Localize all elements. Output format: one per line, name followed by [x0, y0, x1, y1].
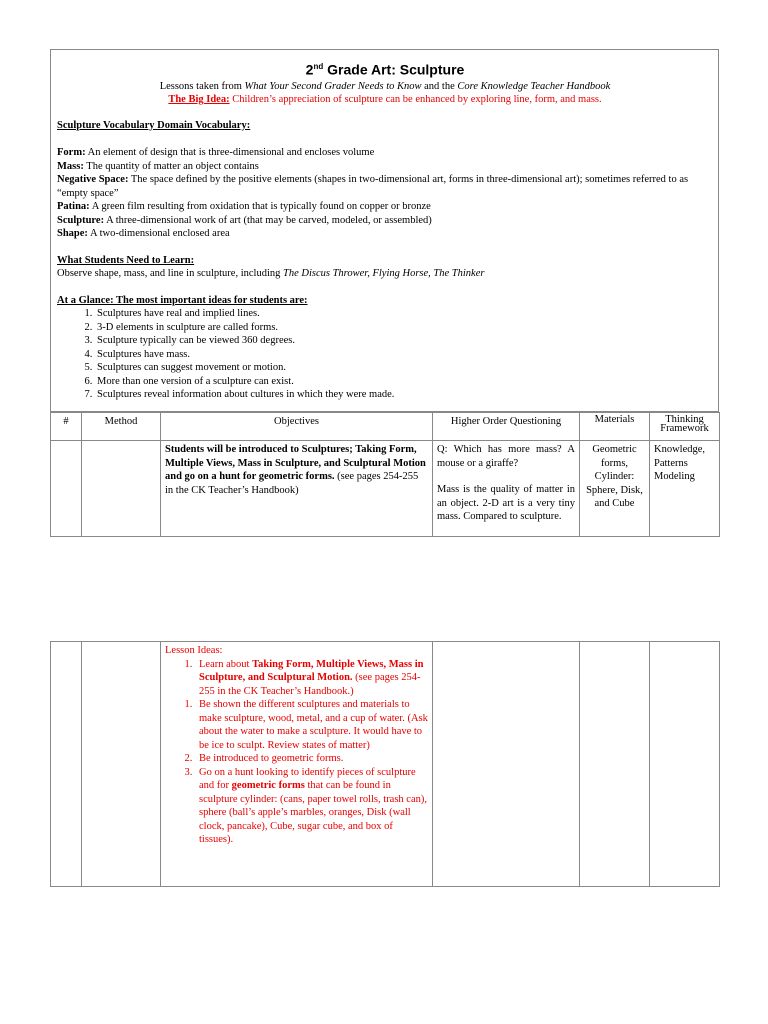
glance-list [57, 307, 713, 402]
list-item: 6. More than one version of a sculpture can exist. [95, 375, 713, 389]
list-item: 1. Sculptures have real and implied lines. [95, 307, 713, 321]
page-title: 2nd Grade Art: Sculpture [305, 61, 465, 78]
row-objective-cell: Students will be introduced to Sculptures; Taking Form, Multiple Views, Mass in Sculpture, and Sculptural Motion and go on a hunt for geometric forms. (see pages 254-255 in the CK Teacher’s Handbook) [161, 441, 433, 537]
col-header-questioning: Higher Order Questioning [433, 413, 580, 441]
list-item: 1. Be shown the different sculptures and materials to make sculpture, wood, metal, and a cup of water. (Ask about the water to make a sculpture. It would have to be ice to sculpt. Review states of matter) [195, 698, 428, 752]
list-item: 2. 3-D elements in sculpture are called forms. [95, 321, 713, 335]
list-item: 5. Sculptures can suggest movement or motion. [95, 361, 713, 375]
vocab-term: Sculpture: A three-dimensional work of art (that may be carved, modeled, or assembled) [57, 214, 432, 226]
list-item: 3. Go on a hunt looking to identify pieces of sculpture and for geometric forms that can be found in sculpture cylinder: (cans, paper towel rolls, trash can), sphere (ball’s apple’s marbles, oranges, Disk (wall clock, pancake), Cube, sugar cube, and box of tissues). [195, 766, 428, 847]
need-to-learn-text: Observe shape, mass, and line in sculpture, including The Discus Thrower, Flying Horse, The Thinker [57, 268, 485, 280]
vocab-term: Form: An element of design that is three-dimensional and encloses volume [57, 147, 375, 159]
list-item: 1. Learn about Taking Form, Multiple Views, Mass in Sculpture, and Sculptural Motion. (see pages 254-255 in the CK Teacher’s Handbook.) [195, 658, 428, 699]
row-thinking-cell: Knowledge, Patterns Modeling [650, 441, 720, 537]
row-method-cell [82, 441, 161, 537]
lesson-header [50, 49, 719, 412]
row-number-cell [51, 441, 82, 537]
col-header-thinking: Thinking Framework [650, 413, 720, 441]
subtitle: Lessons taken from What Your Second Grader Needs to Know and the Core Knowledge Teacher Handbook [159, 80, 611, 92]
row-materials-cell: Geometric forms, Cylinder: Sphere, Disk, and Cube [580, 441, 650, 537]
vocab-term: Patina: A green film resulting from oxidation that is typically found on copper or bronze [57, 201, 431, 213]
col-header-objectives: Objectives [161, 413, 433, 441]
vocabulary-list [57, 146, 713, 241]
col-header-materials: Materials [580, 413, 650, 441]
glance-heading: At a Glance: The most important ideas for students are: [57, 294, 308, 306]
row-materials-cell [580, 642, 650, 887]
col-header-method: Method [82, 413, 161, 441]
table-row [51, 441, 720, 537]
vocab-term: Mass: The quantity of matter an object contains [57, 160, 259, 172]
list-item: 2. Be introduced to geometric forms. [195, 752, 428, 766]
row-method-cell [82, 642, 161, 887]
big-idea: The Big Idea: Children’s appreciation of sculpture can be enhanced by exploring line, form, and mass. [168, 94, 602, 106]
list-item: 3. Sculpture typically can be viewed 360 degrees. [95, 334, 713, 348]
vocabulary-heading: Sculpture Vocabulary Domain Vocabulary: [57, 119, 251, 131]
list-item: 4. Sculptures have mass. [95, 348, 713, 362]
col-header-number: # [51, 413, 82, 441]
vocab-term: Shape: A two-dimensional enclosed area [57, 228, 230, 240]
lesson-ideas-heading: Lesson Ideas: [165, 645, 223, 656]
lesson-ideas-cell [161, 642, 433, 887]
lesson-table [50, 412, 720, 537]
lesson-ideas-list [165, 658, 428, 847]
list-item: 7. Sculptures reveal information about cultures in which they were made. [95, 388, 713, 402]
table-row [51, 642, 720, 887]
row-thinking-cell [650, 642, 720, 887]
row-number-cell [51, 642, 82, 887]
row-question-cell: Q: Which has more mass? A mouse or a giraffe? Mass is the quality of matter in an object. 2-D art is a very tiny mass. Compared to sculpture. [433, 441, 580, 537]
lesson-ideas-table [50, 641, 720, 887]
table-header-row [51, 413, 720, 441]
row-question-cell [433, 642, 580, 887]
need-to-learn-heading: What Students Need to Learn: [57, 254, 195, 266]
vocab-term: Negative Space: The space defined by the positive elements (shapes in two-dimensional art, forms in three-dimensional art); sometimes referred to as “empty space” [57, 174, 689, 199]
